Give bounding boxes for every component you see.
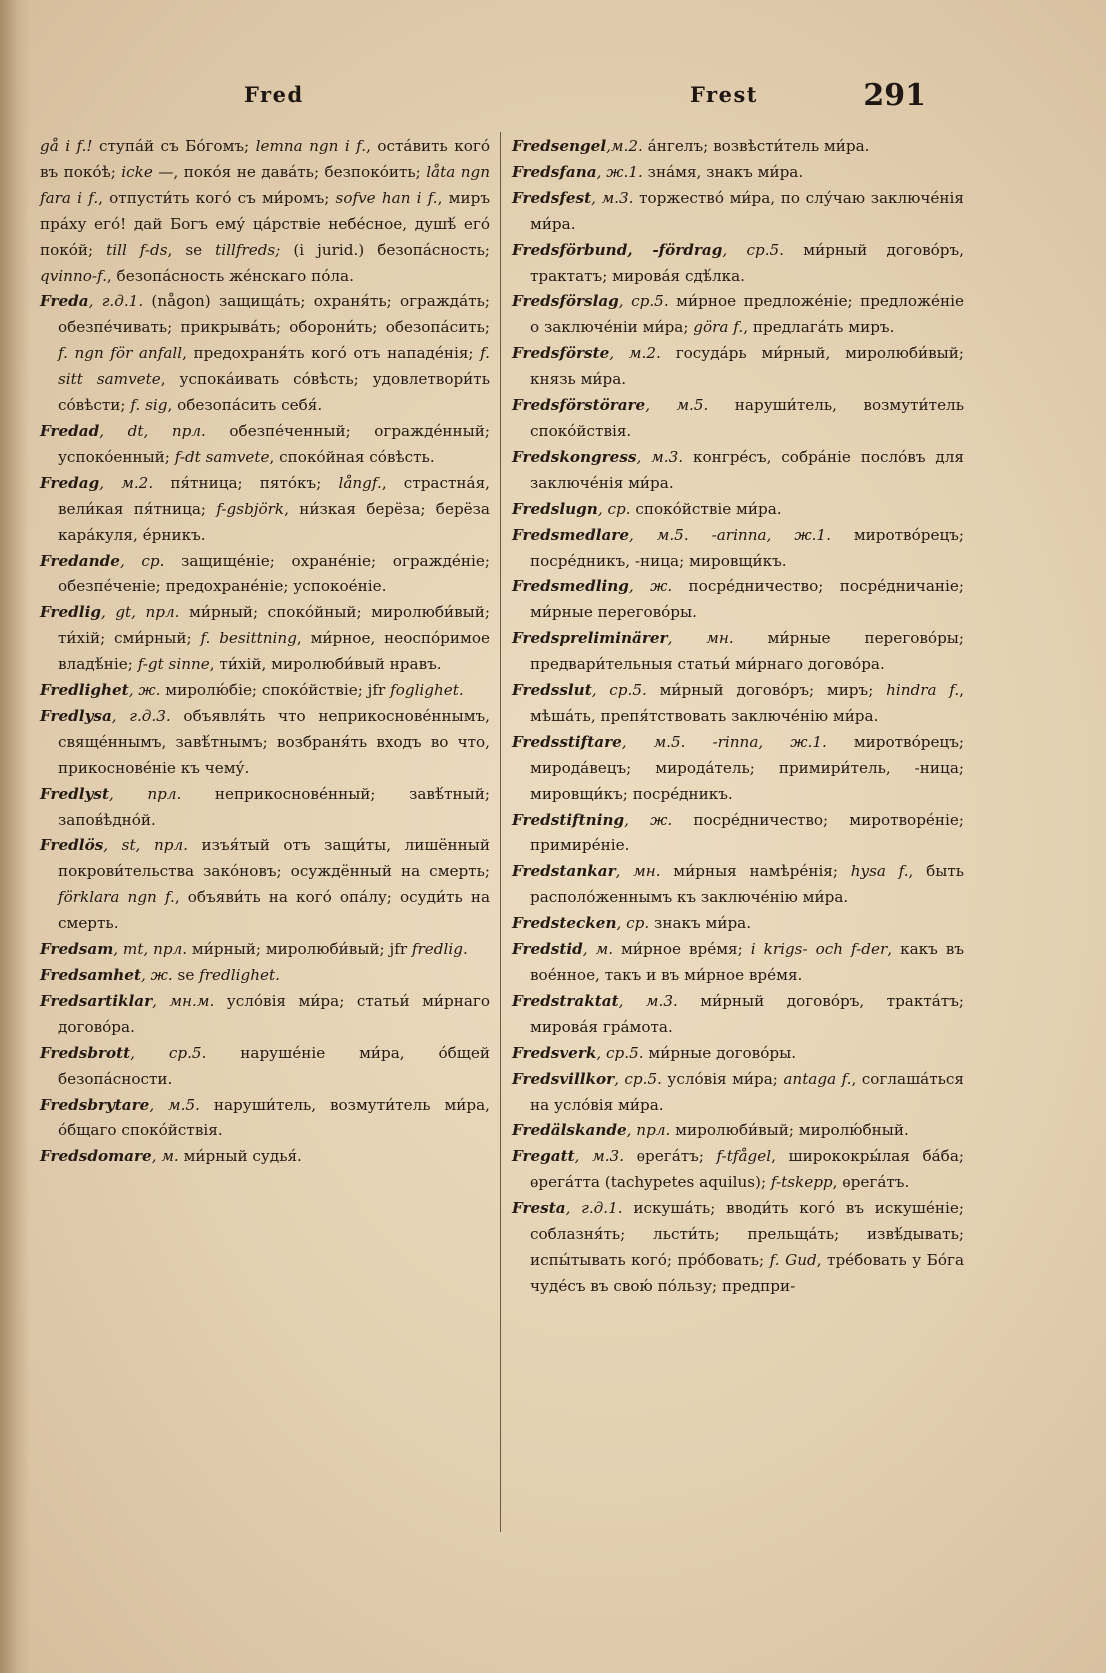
translation-text: , безопа́сность же́нскаго по́ла. <box>106 266 354 285</box>
headword: Fredag <box>40 473 100 492</box>
dictionary-entry <box>40 989 490 1041</box>
translation-text: , споко́йная со́вѣсть. <box>269 447 435 466</box>
grammar-label: , м.5. <box>645 396 709 415</box>
grammar-label: , ср. <box>597 499 631 518</box>
translation-text: , тре́бовать у Бо́га чуде́съ въ свою́ по́льзу; предпри- <box>530 1250 964 1295</box>
translation-text: посре́дничество; миротворе́ніе; примире́ніе. <box>530 810 964 855</box>
headword: Fredlysa <box>40 706 112 725</box>
grammar-label: ,м.2. <box>606 137 643 155</box>
dictionary-entry <box>512 1067 964 1119</box>
grammar-label: , прл. <box>108 784 182 803</box>
swedish-phrase: gå i f.! <box>40 137 93 155</box>
headword: Fredsbrott <box>40 1043 131 1062</box>
swedish-phrase: förklara ngn f. <box>58 888 175 907</box>
translation-text <box>686 733 713 751</box>
translation-text: , мѣша́ть, препя́тствовать заключе́нію ми́ра. <box>530 681 964 725</box>
headword: Fregatt <box>512 1147 575 1166</box>
headword: Fredsfana <box>512 162 597 181</box>
translation-text: торжество́ ми́ра, по слу́чаю заключе́нія ми́ра. <box>530 188 964 233</box>
dictionary-entry <box>512 626 964 678</box>
dictionary-entry <box>512 808 964 860</box>
translation-text: , se <box>167 240 216 259</box>
translation-text: , какъ въ вое́нное, такъ и въ ми́рное вре́мя. <box>530 940 965 984</box>
swedish-phrase: icke — <box>121 162 174 181</box>
headword: Fredsengel <box>512 137 607 155</box>
translation-text: ми́рный судья́. <box>178 1147 302 1166</box>
headword: Fredsfest <box>512 188 592 207</box>
translation-text: зна́мя, знакъ ми́ра. <box>642 162 804 181</box>
headword: Fredskongress <box>512 447 637 466</box>
translation-text: , оста́вить кого́ въ поко́ѣ; <box>40 137 490 181</box>
headword: Fredstiftning <box>512 810 625 829</box>
translation-text: , страстна́я, вели́кая пя́тница; <box>58 473 490 518</box>
swedish-phrase: sofve han i f. <box>335 188 438 207</box>
translation-text: ми́рное предложе́ніе; предложе́ніе о заключе́ніи ми́ра; <box>530 292 964 337</box>
swedish-phrase: f. besittning <box>200 629 297 648</box>
translation-text: , объяви́ть на кого́ опа́лу; осуди́ть на смерть. <box>58 888 490 933</box>
grammar-label: , ср.5. <box>722 240 785 259</box>
dictionary-entry <box>512 1041 964 1067</box>
translation-text: неприкоснове́нный; завѣ́тный; запов́ѣдно́й. <box>58 784 490 829</box>
translation-text: миролю́біе; споко́йствіе; jfr <box>160 681 391 700</box>
translation-text: ступа́й съ Бо́гомъ; <box>92 137 256 155</box>
swedish-phrase: foglighet. <box>390 681 464 700</box>
headword: Fredsmedlare <box>512 525 629 544</box>
swedish-phrase: f. sitt samvete <box>58 344 490 389</box>
translation-text: se <box>172 966 200 984</box>
dictionary-entry <box>512 134 964 160</box>
headword: Fredstecken <box>512 914 617 933</box>
dictionary-entry <box>512 523 964 575</box>
grammar-label: , mt, прл. <box>113 940 188 959</box>
translation-text: , успока́ивать со́вѣсть; удовлетвори́ть со́вѣсти; <box>58 370 490 415</box>
translation-text: ми́рные догово́ры. <box>643 1043 797 1062</box>
headword: Fredsam <box>40 940 114 959</box>
swedish-phrase: f-gsbjörk <box>216 499 285 518</box>
grammar-label: , ср.5. <box>596 1043 644 1062</box>
translation-text: ми́рный догово́ръ, тракта́тъ; мирова́я гра́мота. <box>530 991 964 1036</box>
dictionary-entry <box>512 1196 964 1300</box>
headword: Fredstid <box>512 940 583 959</box>
dictionary-entry <box>512 574 964 626</box>
translation-text: пя́тница; пято́къ; <box>153 473 339 492</box>
dictionary-entry <box>40 1093 490 1145</box>
swedish-phrase: lemna ngn i f. <box>255 137 367 155</box>
grammar-label: , ср.5. <box>130 1043 207 1062</box>
translation-text: ми́рныя намѣре́нія; <box>660 862 851 881</box>
translation-text: а́нгелъ; возвѣсти́тель ми́ра. <box>642 137 870 155</box>
page-edge-shadow <box>0 0 30 1673</box>
dictionary-entry <box>512 289 964 341</box>
dictionary-entry <box>512 937 964 989</box>
grammar-label: , gt, прл. <box>100 603 180 622</box>
grammar-label: , м. <box>151 1147 179 1166</box>
translation-text: объявля́ть что неприкоснове́ннымъ, свяще́ннымъ, завѣ́тнымъ; возбраня́ть входъ во что, прикоснове́ніе къ чему́. <box>58 706 490 777</box>
translation-text: (i jurid.) безопа́сность; <box>280 240 490 259</box>
grammar-label: , м.3. <box>636 447 684 466</box>
dictionary-entry <box>512 186 964 238</box>
dictionary-entry <box>40 600 490 678</box>
headword: Fredspreliminärer <box>512 629 668 648</box>
dictionary-entry <box>512 160 964 186</box>
headword: Fredsdomare <box>40 1147 152 1166</box>
translation-text <box>689 526 712 544</box>
translation-text: , обезопа́сить себя́. <box>167 396 323 415</box>
swedish-phrase: f. Gud <box>769 1250 817 1269</box>
translation-text: , быть располо́женнымъ къ заключе́нію ми́ра. <box>530 862 964 907</box>
headword: Fredslugn <box>512 499 598 518</box>
swedish-phrase: hindra f. <box>886 681 960 700</box>
grammar-label: , ср.5. <box>618 292 669 311</box>
swedish-phrase: fredlighet. <box>199 966 280 984</box>
headword: Fredsmedling <box>512 577 629 596</box>
swedish-phrase: antaga f. <box>783 1069 852 1088</box>
translation-text: (någon) защища́ть; охраня́ть; огражда́ть; обезпе́чивать; прикрыва́ть; оборони́ть; обезопа́сить; <box>58 292 490 337</box>
swedish-phrase: låta ngn fara i f. <box>40 162 491 207</box>
translation-text: изъя́тый отъ защи́ты, лишённый покрови́тельства зако́новъ; осуждённый на смерть; <box>58 836 490 881</box>
translation-text: , ми́рное, неоспо́римое владѣ́ніе; <box>58 629 490 674</box>
dictionary-entry <box>40 704 490 782</box>
dictionary-entry <box>512 911 964 937</box>
swedish-phrase: f-gt sinne <box>137 655 210 674</box>
swedish-phrase: -rinna <box>712 732 759 751</box>
grammar-label: , м. <box>582 940 614 959</box>
dictionary-entry <box>40 678 490 704</box>
dictionary-entry <box>40 1041 490 1093</box>
headword: Fredande <box>40 551 120 570</box>
dictionary-entry <box>512 497 964 523</box>
left-column <box>40 134 490 1170</box>
grammar-label: , мн. <box>667 629 734 648</box>
headword: Fredälskande <box>512 1121 627 1140</box>
dictionary-entry <box>40 1144 490 1170</box>
grammar-label: , ж. <box>624 810 673 829</box>
translation-text: , поко́я не дава́ть; безпоко́ить; <box>173 162 427 181</box>
grammar-label: , м.5. <box>149 1095 200 1114</box>
translation-text: , предлага́ть миръ. <box>743 318 895 337</box>
dictionary-entry <box>512 238 964 290</box>
translation-text: , ѳрега́тъ. <box>832 1173 910 1192</box>
dictionary-entry <box>512 341 964 393</box>
translation-text: миротво́рецъ; мирода́вецъ; мирода́тель; примири́тель, -ница; мировщи́къ; посре́дникъ. <box>530 732 964 803</box>
dictionary-entry <box>512 393 964 445</box>
swedish-phrase: f. sig <box>130 396 168 415</box>
dictionary-entry <box>512 678 964 730</box>
grammar-label: , м.3. <box>591 188 634 207</box>
headword: Fredsförste <box>512 344 610 363</box>
dictionary-entry <box>40 549 490 601</box>
grammar-label: , ж.1. <box>758 732 827 751</box>
grammar-label: , ср.5. <box>591 681 647 700</box>
dictionary-entry <box>512 1118 964 1144</box>
column-divider <box>500 132 501 1532</box>
grammar-label: , st, прл. <box>103 836 188 855</box>
translation-text: усло́вія ми́ра; <box>661 1069 784 1088</box>
swedish-phrase: qvinno-f. <box>40 266 107 285</box>
page-number: 291 <box>863 78 926 113</box>
translation-text: споко́йствіе ми́ра. <box>630 499 782 518</box>
translation-text: наруши́тель, возмути́тель ми́ра, о́бщаго споко́йствія. <box>58 1095 490 1140</box>
dictionary-entry <box>40 289 490 419</box>
translation-text: ми́рный догово́ръ; миръ; <box>646 681 887 700</box>
translation-text: ми́рный догово́ръ, трактатъ; мирова́я сдѣ́лка. <box>530 240 964 285</box>
headword: Fredsartiklar <box>40 991 153 1010</box>
swedish-phrase: göra f. <box>693 318 744 337</box>
dictionary-entry <box>512 445 964 497</box>
translation-text: конгре́съ, собра́ніе посло́въ для заключе́нія ми́ра. <box>530 447 964 492</box>
grammar-label: , м.3. <box>574 1147 625 1166</box>
translation-text: обезпе́ченный; огражде́нный; успоко́енный; <box>58 421 490 466</box>
headword: Freda <box>40 292 89 311</box>
translation-text: искуша́ть; вводи́ть кого́ въ искуше́ніе; соблазня́ть; льсти́ть; прельща́ть; извѣ́дывать; испы́тывать кого́; про́бовать; <box>530 1199 964 1269</box>
grammar-label: , мн.м. <box>152 991 215 1010</box>
right-column <box>512 134 964 1300</box>
translation-text: ми́рные перегово́ры; предвари́тельныя статьи́ ми́рнаго догово́ра. <box>530 629 964 674</box>
translation-text: госуда́рь ми́рный, миролюби́вый; князь ми́ра. <box>530 344 964 389</box>
translation-text: , предохраня́ть кого́ отъ нападе́нія; <box>182 344 481 363</box>
dictionary-entry <box>40 471 490 549</box>
swedish-phrase: f-dt samvete <box>174 447 270 466</box>
dictionary-entry <box>512 730 964 808</box>
dictionary-entry <box>40 419 490 471</box>
grammar-label: , г.д.1. <box>88 292 144 311</box>
translation-text: , ти́хій, миролюби́вый нравъ. <box>209 655 442 674</box>
grammar-label: , ж.1. <box>766 525 831 544</box>
headword: Fredsverk <box>512 1043 597 1062</box>
grammar-label: , ж. <box>140 966 173 984</box>
headword: Fredsstiftare <box>512 732 622 751</box>
dictionary-entry <box>40 833 490 937</box>
dictionary-entry <box>40 782 490 834</box>
headword: Fredsförstörare <box>512 396 646 415</box>
headword: Fredstraktat <box>512 991 619 1010</box>
headword: Fredlyst <box>40 784 109 803</box>
page-header <box>0 78 1106 118</box>
swedish-phrase: långf. <box>338 473 382 492</box>
swedish-phrase: hysa f. <box>850 862 909 881</box>
grammar-label: , мн. <box>615 862 661 881</box>
grammar-label: , м.3. <box>618 991 678 1010</box>
dictionary-entry <box>512 989 964 1041</box>
swedish-phrase: -arinna <box>711 525 767 544</box>
grammar-label: , м.2. <box>99 473 154 492</box>
grammar-label: , ж. <box>128 681 161 700</box>
translation-text: ми́рное вре́мя; <box>613 940 751 959</box>
headword: Fredlös <box>40 836 104 855</box>
translation-text: усло́вія ми́ра; статьи́ ми́рнаго догово́ра. <box>58 991 491 1036</box>
translation-text: ѳрега́тъ; <box>624 1147 717 1166</box>
grammar-label: , dt, прл. <box>99 421 206 440</box>
grammar-label: , ср. <box>616 914 650 933</box>
headword: Fredsvillkor <box>512 1069 615 1088</box>
grammar-label: , ср. <box>119 551 165 570</box>
running-head-left: Fred <box>244 82 304 107</box>
swedish-phrase: f-tskepp <box>770 1173 833 1192</box>
grammar-label: , м.2. <box>609 344 661 363</box>
translation-text: знакъ ми́ра. <box>649 914 752 933</box>
grammar-label: , ж. <box>628 577 673 596</box>
translation-text: миролюби́вый; миролю́бный. <box>670 1121 909 1140</box>
translation-text: наруше́ніе ми́ра, о́бщей безопа́сности. <box>58 1043 491 1088</box>
dictionary-entry <box>40 937 490 963</box>
grammar-label: , г.д.3. <box>111 706 171 725</box>
translation-text: , ширококры́лая ба́ба; ѳрега́тта (tachypetes aquilus); <box>530 1147 964 1192</box>
swedish-phrase: fredlig. <box>411 940 468 959</box>
headword: Fredstankar <box>512 862 616 881</box>
headword: Fredsamhet <box>40 966 141 984</box>
dictionary-entry <box>40 963 490 989</box>
translation-text: миротво́рецъ; посре́дникъ, -ница; мировщи́къ. <box>530 525 965 570</box>
headword: Fredsförbund, -fördrag <box>512 240 723 259</box>
grammar-label: , ср.5. <box>614 1069 662 1088</box>
translation-text: ми́рный; миролюби́вый; jfr <box>187 940 412 959</box>
translation-text: , соглаша́ться на усло́вія ми́ра. <box>530 1069 964 1114</box>
translation-text: защище́ніе; охране́ніе; огражде́ніе; обезпе́ченіе; предохране́ніе; успокое́ніе. <box>58 551 490 596</box>
translation-text: посре́дничество; посре́дничаніе; ми́рные перегово́ры. <box>530 577 964 622</box>
headword: Fredsbrytare <box>40 1095 150 1114</box>
translation-text: наруши́тель, возмути́тель споко́йствія. <box>530 396 964 440</box>
swedish-phrase: till f-ds <box>106 240 168 259</box>
headword: Fredad <box>40 421 100 440</box>
grammar-label: , м.5. <box>621 732 686 751</box>
translation-text: , миръ пра́ху его́! дай Богъ ему́ ца́рствіе небе́сное, душѣ́ его́ поко́й; <box>40 188 490 259</box>
headword: Fresta <box>512 1199 566 1218</box>
grammar-label: , м.5. <box>628 525 689 544</box>
headword: Fredsslut <box>512 681 592 700</box>
grammar-label: , прл. <box>626 1121 671 1140</box>
swedish-phrase: i krigs- och f-der <box>750 940 888 959</box>
running-head-right: Frest <box>690 82 758 107</box>
grammar-label: , г.д.1. <box>565 1199 623 1218</box>
headword: Fredlighet <box>40 681 129 700</box>
grammar-label: , ж.1. <box>596 162 643 181</box>
swedish-phrase: f-tfågel <box>716 1147 772 1166</box>
translation-text: ми́рный; споко́йный; миролюби́вый; ти́хій; сми́рный; <box>58 603 491 648</box>
translation-text: , отпусти́ть кого́ съ ми́ромъ; <box>98 188 336 207</box>
swedish-phrase: f. ngn för anfall <box>58 344 183 363</box>
headword: Fredlig <box>40 603 101 622</box>
swedish-phrase: tillfreds; <box>215 240 281 259</box>
translation-text: , ни́зкая берёза; берёза кара́куля, е́рникъ. <box>58 499 490 544</box>
headword: Fredsförslag <box>512 292 619 311</box>
dictionary-entry <box>512 1144 964 1196</box>
dictionary-entry <box>40 134 490 289</box>
dictionary-entry <box>512 859 964 911</box>
